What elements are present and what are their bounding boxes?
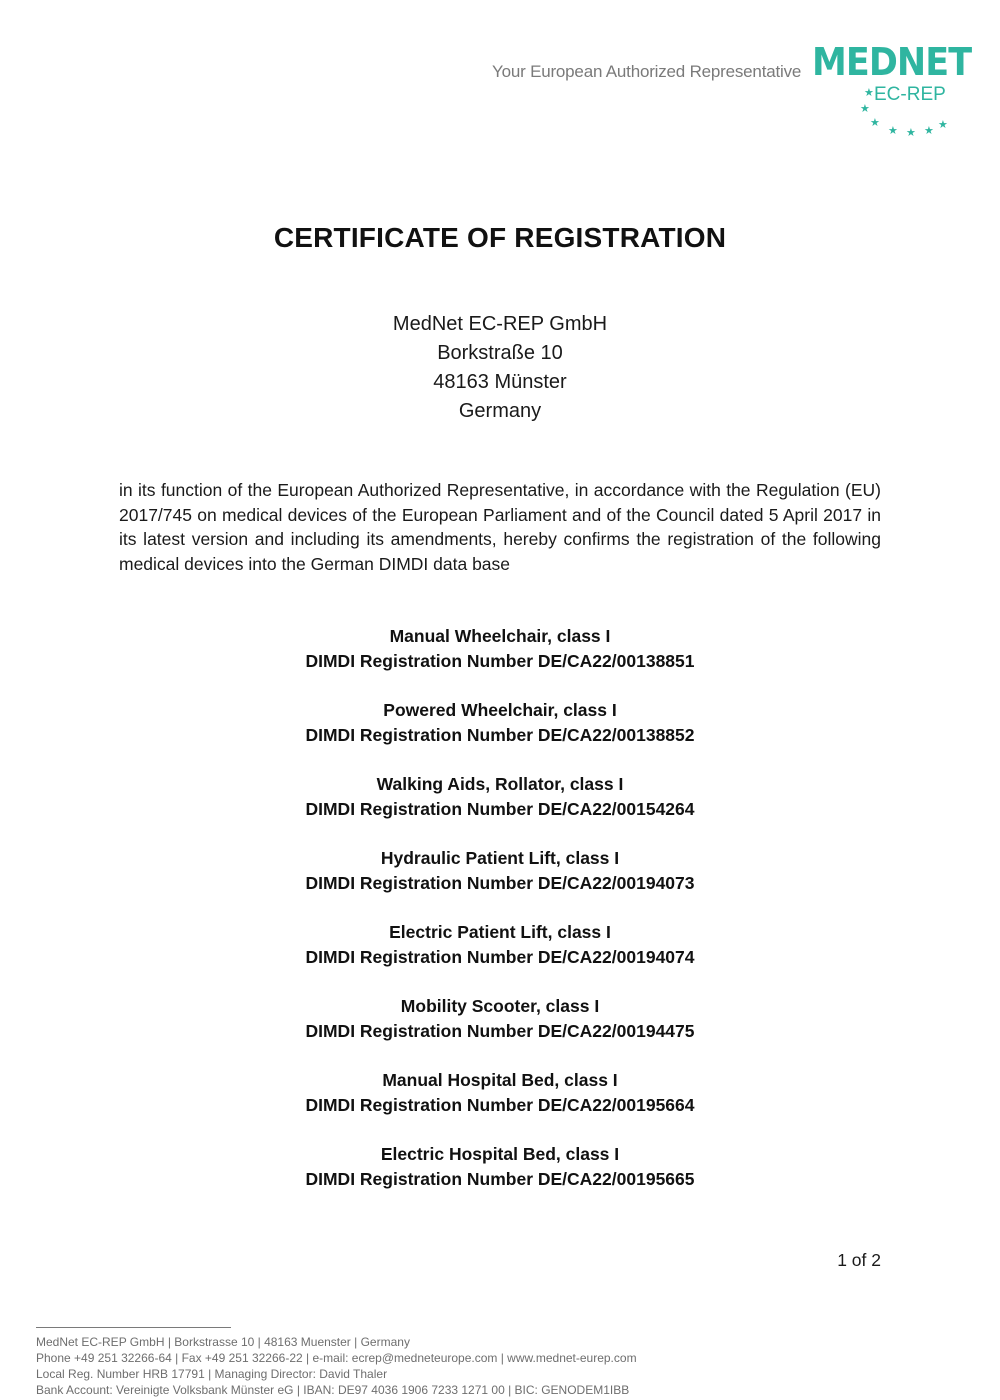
- device-entry: [0, 624, 1000, 673]
- device-registration: DIMDI Registration Number DE/CA22/00195664: [305, 1094, 695, 1115]
- device-name: Mobility Scooter, class I: [400, 996, 600, 1016]
- device-list: [0, 624, 1000, 1216]
- device-registration: DIMDI Registration Number DE/CA22/00138851: [305, 650, 695, 671]
- svg-text:★: ★: [938, 118, 948, 131]
- device-entry: [0, 698, 1000, 747]
- device-name: Manual Wheelchair, class I: [389, 626, 611, 646]
- device-registration: DIMDI Registration Number DE/CA22/00194073: [305, 872, 695, 893]
- device-name: Manual Hospital Bed, class I: [382, 1070, 618, 1090]
- svg-text:★: ★: [888, 124, 898, 137]
- device-entry: [0, 994, 1000, 1043]
- svg-text:★: ★: [864, 86, 874, 99]
- device-entry: [0, 920, 1000, 969]
- svg-text:★: ★: [860, 102, 870, 115]
- device-registration: DIMDI Registration Number DE/CA22/00194475: [305, 1020, 695, 1041]
- device-registration: DIMDI Registration Number DE/CA22/00154264: [305, 798, 695, 819]
- address-city: 48163 Münster: [433, 371, 567, 393]
- device-name: Powered Wheelchair, class I: [383, 700, 617, 720]
- footer: [36, 1334, 637, 1398]
- address-company: MedNet EC-REP GmbH: [392, 313, 608, 335]
- device-name: Electric Hospital Bed, class I: [380, 1144, 620, 1164]
- address-street: Borkstraße 10: [437, 342, 563, 364]
- device-entry: [0, 1142, 1000, 1191]
- header-tagline: Your European Authorized Representative: [492, 62, 802, 81]
- device-name: Electric Patient Lift, class I: [389, 922, 611, 942]
- footer-line-contact: Phone +49 251 32266-64 | Fax +49 251 32266-22 | e-mail: ecrep@medneteurope.com | www.mednet-eurep.com: [36, 1351, 637, 1365]
- footer-line-address: MedNet EC-REP GmbH | Borkstrasse 10 | 48163 Muenster | Germany: [36, 1335, 410, 1349]
- device-registration: DIMDI Registration Number DE/CA22/00195665: [305, 1168, 695, 1189]
- device-registration: DIMDI Registration Number DE/CA22/00138852: [305, 724, 695, 745]
- page-title: CERTIFICATE OF REGISTRATION: [273, 222, 727, 253]
- address-block: [0, 310, 1000, 426]
- logo-subtitle: EC-REP: [874, 84, 946, 105]
- logo-wordmark: MEDNET: [812, 40, 972, 84]
- svg-text:★: ★: [924, 124, 934, 137]
- footer-divider: [36, 1327, 231, 1328]
- footer-line-bank: Bank Account: Vereinigte Volksbank Münster eG | IBAN: DE97 4036 1906 7233 1271 00 | BIC: GENODEM1IBB: [36, 1383, 630, 1397]
- page-number: 1 of 2: [837, 1250, 881, 1270]
- device-name: Hydraulic Patient Lift, class I: [380, 848, 620, 868]
- svg-text:★: ★: [870, 116, 880, 129]
- device-entry: [0, 1068, 1000, 1117]
- intro-paragraph: in its function of the European Authorized Representative, in accordance with the Regulation (EU) 2017/745 on medical devices of the European Parliament and of the Council dated 5 April 2017 in its latest version and including its amendments, hereby confirms the registration of the following medical devices into the German DIMDI data base: [119, 480, 881, 574]
- mednet-logo: [808, 40, 972, 140]
- address-country: Germany: [458, 400, 542, 422]
- device-entry: [0, 846, 1000, 895]
- svg-text:★: ★: [906, 126, 916, 139]
- device-entry: [0, 772, 1000, 821]
- device-registration: DIMDI Registration Number DE/CA22/00194074: [305, 946, 695, 967]
- device-name: Walking Aids, Rollator, class I: [376, 774, 624, 794]
- footer-line-registration: Local Reg. Number HRB 17791 | Managing Director: David Thaler: [36, 1367, 388, 1381]
